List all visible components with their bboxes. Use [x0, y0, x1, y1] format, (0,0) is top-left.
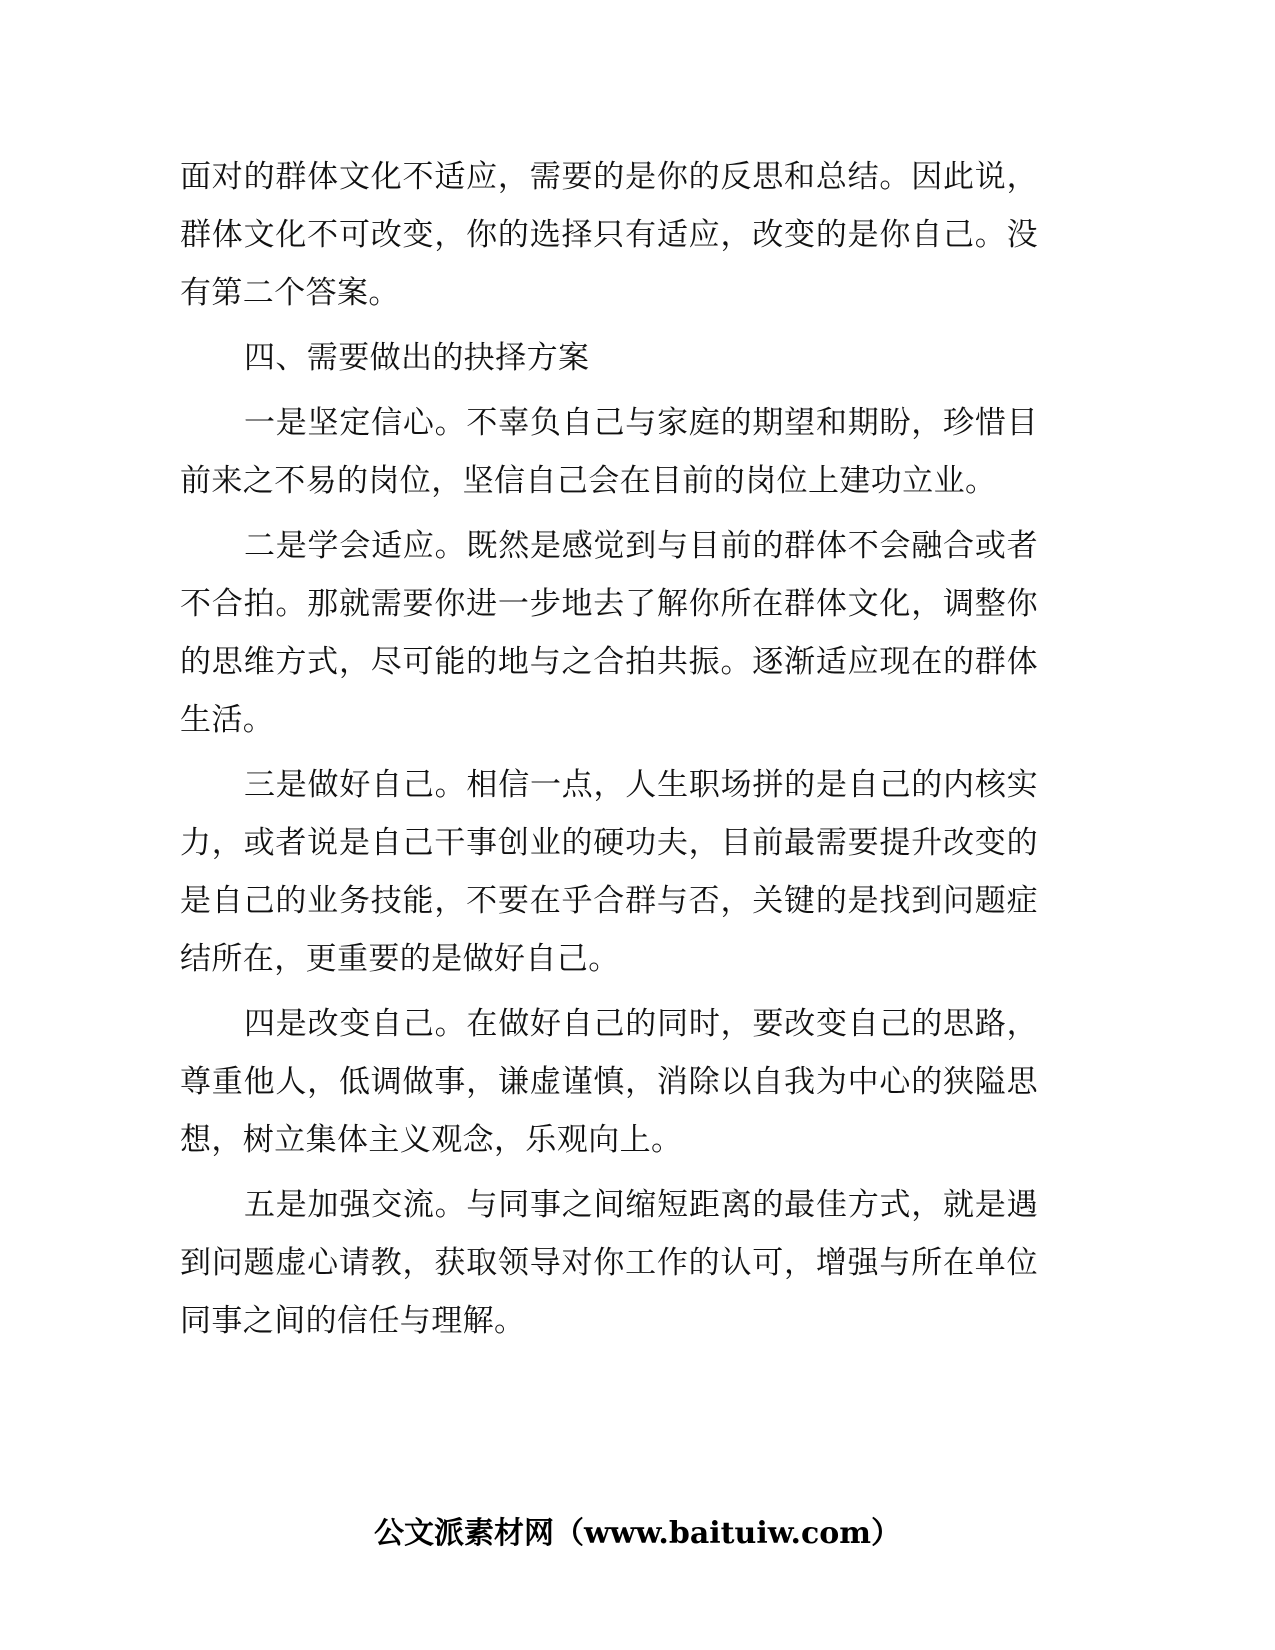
paragraph-continuation: 面对的群体文化不适应，需要的是你的反思和总结。因此说，群体文化不可改变，你的选择只有适应，改变的是你自己。没有第二个答案。 [180, 159, 1038, 311]
document-body [180, 148, 1038, 1357]
section-heading: 四、需要做出的抉择方案 [244, 340, 590, 376]
paragraph-item-3: 三是做好自己。相信一点，人生职场拼的是自己的内核实力，或者说是自己干事创业的硬功夫，目前最需要提升改变的是自己的业务技能，不要在乎合群与否，关键的是找到问题症结所在，更重要的是做好自己。 [180, 767, 1038, 977]
paragraph-item-1: 一是坚定信心。不辜负自己与家庭的期望和期盼，珍惜目前来之不易的岗位，坚信自己会在目前的岗位上建功立业。 [180, 405, 1038, 499]
page-footer: 公文派素材网（www.baituiw.com） [373, 1516, 902, 1551]
paragraph-item-2: 二是学会适应。既然是感觉到与目前的群体不会融合或者不合拍。那就需要你进一步地去了解你所在群体文化，调整你的思维方式，尽可能的地与之合拍共振。逐渐适应现在的群体生活。 [180, 528, 1038, 738]
paragraph-item-4: 四是改变自己。在做好自己的同时，要改变自己的思路，尊重他人，低调做事，谦虚谨慎，消除以自我为中心的狭隘思想，树立集体主义观念，乐观向上。 [180, 1006, 1038, 1158]
paragraph-item-5: 五是加强交流。与同事之间缩短距离的最佳方式，就是遇到问题虚心请教，获取领导对你工作的认可，增强与所在单位同事之间的信任与理解。 [180, 1187, 1038, 1339]
